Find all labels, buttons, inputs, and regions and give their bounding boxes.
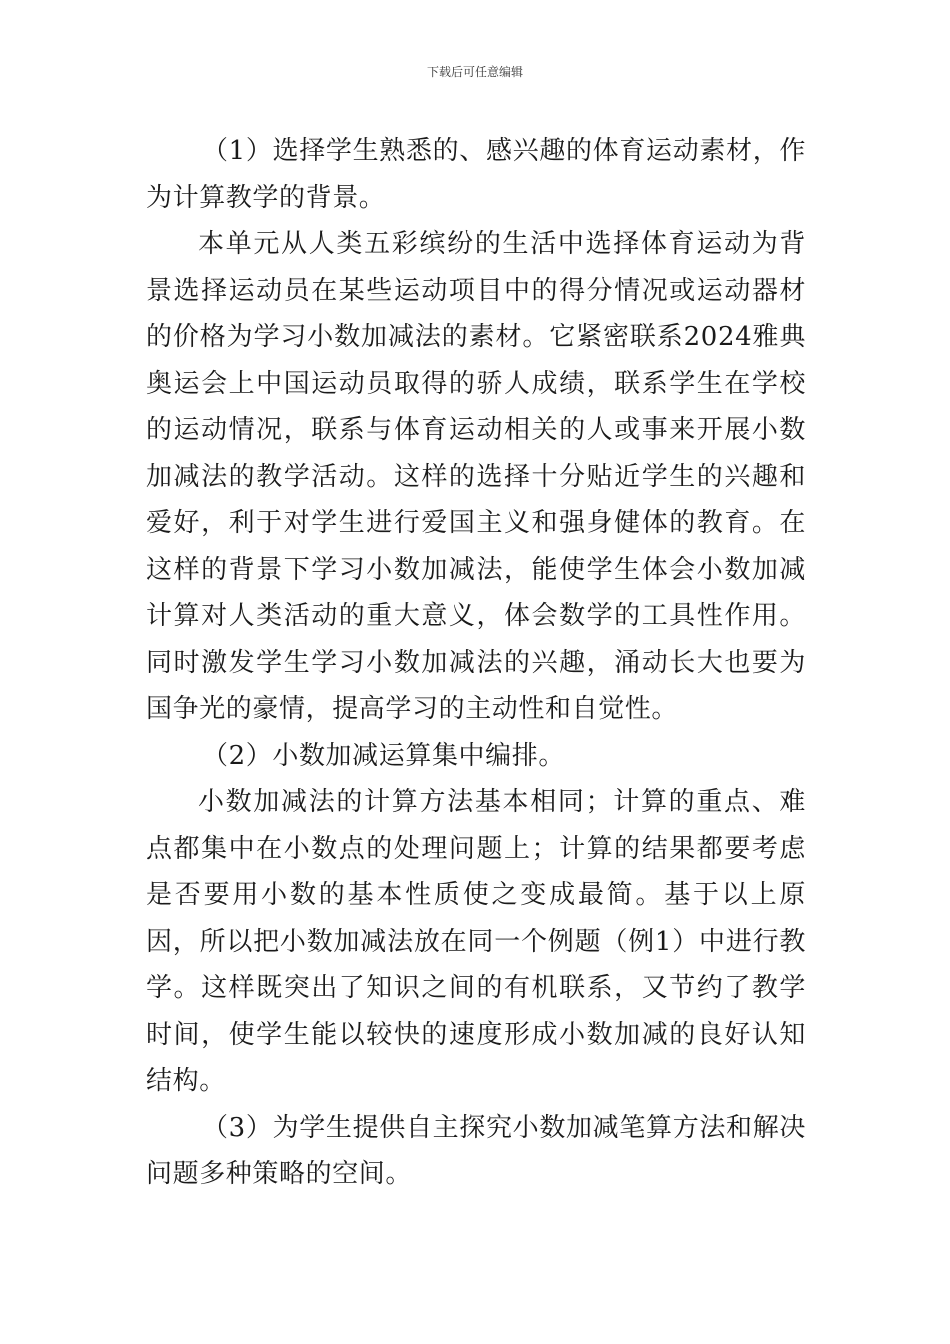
- body-paragraph-1: 本单元从人类五彩缤纷的生活中选择体育运动为背景选择运动员在某些运动项目中的得分情况或运动器材的价格为学习小数加减法的素材。它紧密联系2024雅典奥运会上中国运动员取得的骄人成绩，联系学生在学校的运动情况，联系与体育运动相关的人或事来开展小数加减法的教学活动。这样的选择十分贴近学生的兴趣和爱好，利于对学生进行爱国主义和强身健体的教育。在这样的背景下学习小数加减法，能使学生体会小数加减计算对人类活动的重大意义，体会数学的工具性作用。同时激发学生学习小数加减法的兴趣，涌动长大也要为国争光的豪情，提高学习的主动性和自觉性。: [146, 229, 806, 724]
- body-paragraph-2: 小数加减法的计算方法基本相同；计算的重点、难点都集中在小数点的处理问题上；计算的结果都要考虑是否要用小数的基本性质使之变成最简。基于以上原因，所以把小数加减法放在同一个例题（例1）中进行教学。这样既突出了知识之间的有机联系，又节约了教学时间，使学生能以较快的速度形成小数加减的良好认知结构。: [146, 787, 806, 1096]
- section-heading-3: （3）为学生提供自主探究小数加减笔算方法和解决问题多种策略的空间。: [146, 1112, 806, 1189]
- section-heading-1: （1）选择学生熟悉的、感兴趣的体育运动素材，作为计算教学的背景。: [146, 136, 806, 213]
- page-header-note: 下载后可任意编辑: [426, 65, 523, 79]
- section-heading-2: （2）小数加减运算集中编排。: [202, 740, 565, 771]
- document-body: [146, 128, 806, 1198]
